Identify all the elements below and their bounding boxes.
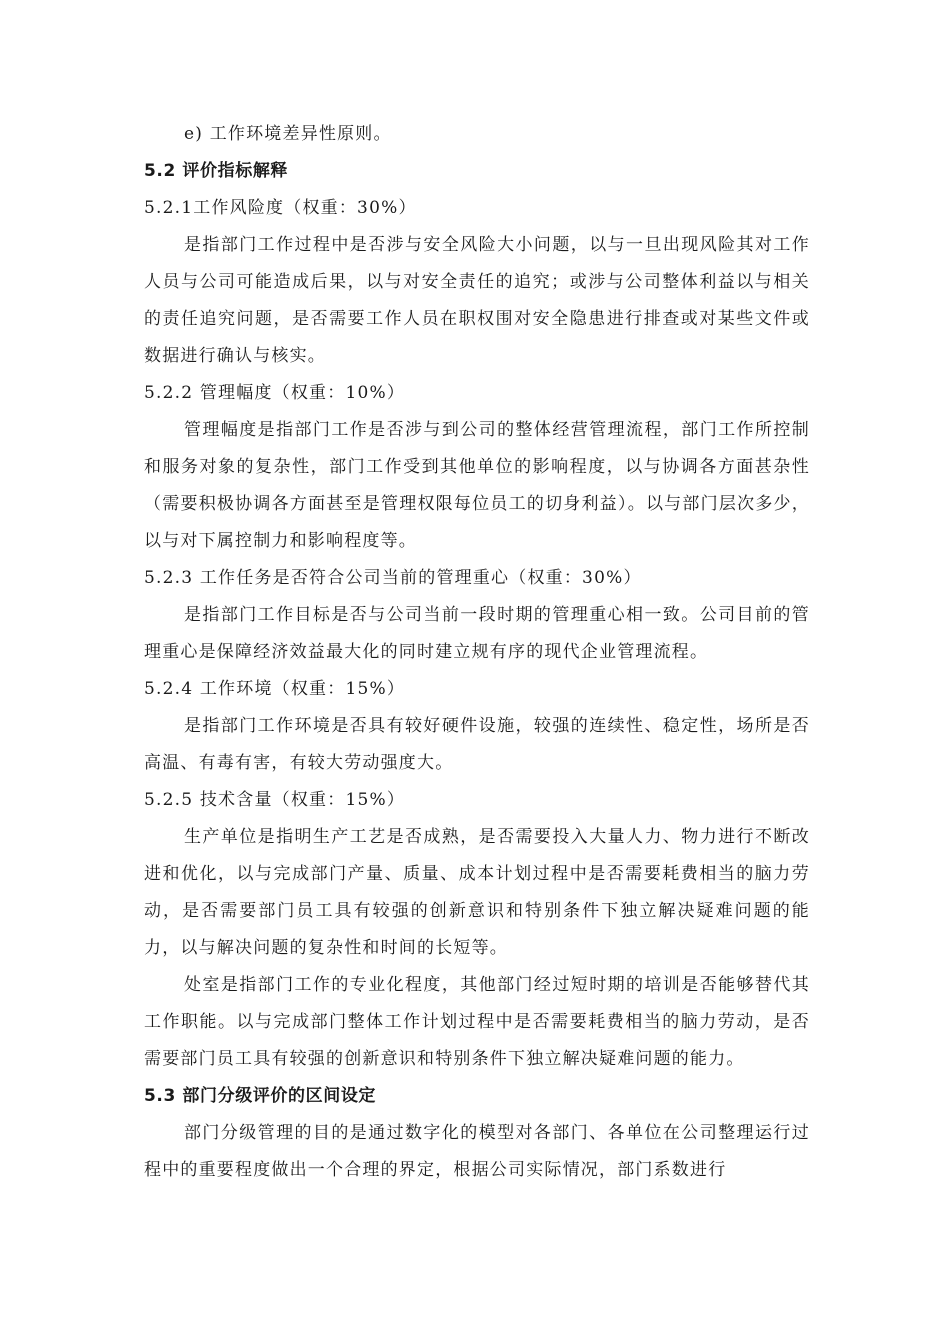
paragraph-5-2-5-office: 处室是指部门工作的专业化程度，其他部门经过短时期的培训是否能够替代其工作职能。以与完成部门整体工作计划过程中是否需要耗费相当的脑力劳动，是否需要部门员工具有较强的创新意识和特别条件下独立解决疑难问题的能力。 [144, 975, 810, 1069]
section-heading-5-3: 5.3 部门分级评价的区间设定 [144, 1086, 377, 1106]
subsection-heading-5-2-1: 5.2.1工作风险度（权重：30%） [144, 198, 417, 218]
paragraph-5-3: 部门分级管理的目的是通过数字化的模型对各部门、各单位在公司整理运行过程中的重要程度做出一个合理的界定，根据公司实际情况，部门系数进行 [144, 1123, 810, 1180]
subsection-heading-5-2-2: 5.2.2 管理幅度（权重：10%） [144, 383, 406, 403]
subsection-heading-5-2-4: 5.2.4 工作环境（权重：15%） [144, 679, 406, 699]
subsection-heading-5-2-3: 5.2.3 工作任务是否符合公司当前的管理重心（权重：30%） [144, 568, 642, 588]
list-item-e: e) 工作环境差异性原则。 [184, 124, 392, 144]
paragraph-5-2-3: 是指部门工作目标是否与公司当前一段时期的管理重心相一致。公司目前的管理重心是保障经济效益最大化的同时建立规有序的现代企业管理流程。 [144, 605, 810, 662]
paragraph-5-2-4: 是指部门工作环境是否具有较好硬件设施，较强的连续性、稳定性，场所是否高温、有毒有害，有较大劳动强度大。 [144, 716, 810, 773]
paragraph-5-2-1: 是指部门工作过程中是否涉与安全风险大小问题，以与一旦出现风险其对工作人员与公司可能造成后果，以与对安全责任的追究；或涉与公司整体利益以与相关的责任追究问题，是否需要工作人员在职权围对安全隐患进行排查或对某些文件或数据进行确认与核实。 [144, 235, 810, 366]
section-heading-5-2: 5.2 评价指标解释 [144, 161, 289, 181]
subsection-heading-5-2-5: 5.2.5 技术含量（权重：15%） [144, 790, 406, 810]
paragraph-5-2-5-production: 生产单位是指明生产工艺是否成熟，是否需要投入大量人力、物力进行不断改进和优化，以与完成部门产量、质量、成本计划过程中是否需要耗费相当的脑力劳动，是否需要部门员工具有较强的创新意识和特别条件下独立解决疑难问题的能力，以与解决问题的复杂性和时间的长短等。 [144, 827, 810, 958]
paragraph-5-2-2: 管理幅度是指部门工作是否涉与到公司的整体经营管理流程，部门工作所控制和服务对象的复杂性，部门工作受到其他单位的影响程度，以与协调各方面甚杂性（需要积极协调各方面甚至是管理权限每位员工的切身利益）。以与部门层次多少，以与对下属控制力和影响程度等。 [144, 420, 810, 551]
document-page [144, 116, 810, 1189]
